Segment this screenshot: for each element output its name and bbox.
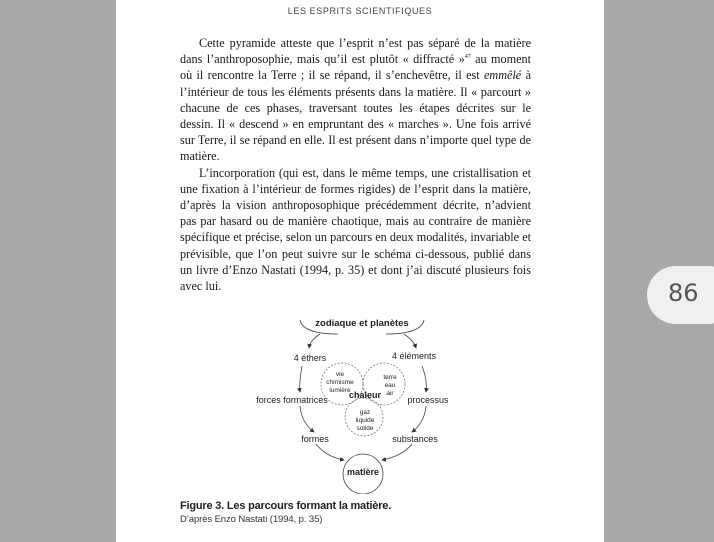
right-circle-eau: eau xyxy=(384,382,396,389)
paragraph-1-start: Cette pyramide atteste que l’esprit n’est pas séparé de la matière dans l’anthroposophie, mais qu’il est plutôt « diffracté » xyxy=(180,36,531,67)
right-circle-terre: terre xyxy=(383,374,397,381)
label-4-ethers: 4 éthers xyxy=(293,353,327,363)
arrow-forces-to-formes xyxy=(300,406,314,432)
arrow-top-to-4-elements xyxy=(404,334,416,348)
matter-pathways-diagram xyxy=(116,314,604,494)
book-page xyxy=(116,0,604,542)
paragraph-1-end: à l’intérieur de tous les éléments présents dans la matière. Il « parcourt » chacune de ces phases, traversant toutes les étapes décrites sur le dessin. Il « descend » en empruntant des « marches ». Une fois arrivé sur Terre, il se répand en elle. Il est présent dans n’importe quel type de matière. xyxy=(180,68,531,164)
label-processus: processus xyxy=(407,395,449,405)
caption-source: D’après Enzo Nastati (1994, p. 35) xyxy=(180,514,323,525)
bottom-circle-gaz: gaz xyxy=(359,409,371,416)
label-chaleur: chaleur xyxy=(348,390,382,400)
label-forces-formatrices: forces formatrices xyxy=(256,395,328,405)
emphasis-emmele: emmêlé xyxy=(484,68,522,83)
right-circle-air: air xyxy=(386,390,394,397)
running-header: LES ESPRITS SCIENTIFIQUES xyxy=(287,6,433,16)
page-number: 86 xyxy=(668,279,699,307)
left-circle-lumiere: lumière xyxy=(329,387,351,394)
paragraph-1-middle: au moment où il rencontre la Terre ; il se répand, il s’enchevêtre, il est xyxy=(180,52,531,83)
arrow-processus-to-substances xyxy=(412,406,426,432)
left-circle-vie: vie xyxy=(335,371,345,378)
label-4-elements: 4 éléments xyxy=(391,351,437,361)
label-matiere: matière xyxy=(346,467,380,477)
arrow-elements-to-processus xyxy=(422,366,426,392)
left-circle-chimisme: chimisme xyxy=(326,379,354,386)
body-text xyxy=(180,35,531,294)
paragraph-2: L’incorporation (qui est, dans le même temps, une cristallisation et une fixation à l’intérieur de formes rigides) de l’esprit dans la matière, d’après la vision anthroposophique précédemment décrite, n’advient pas par hasard ou de manière chaotique, mais au contraire de manière spécifique et précise, selon un parcours en deux modalités, invariable et prévisible, que l’on peut suivre sur le schéma ci-dessous, publié dans un livre d’Enzo Nastati (1994, p. 35) et dont j’ai discuté plusieurs fois avec lui. xyxy=(180,165,531,294)
paragraph-1 xyxy=(180,35,531,165)
arrow-formes-to-matiere xyxy=(316,444,344,460)
figure-caption xyxy=(180,500,531,525)
arrow-ethers-to-forces xyxy=(300,366,302,392)
caption-title: Figure 3. Les parcours formant la matière. xyxy=(180,500,392,512)
bottom-circle-solide: solide xyxy=(356,425,374,432)
bottom-circle-liquide: liquide xyxy=(355,417,375,424)
label-zodiaque: zodiaque et planètes xyxy=(315,318,409,329)
label-substances: substances xyxy=(392,434,438,444)
label-formes: formes xyxy=(301,434,329,444)
arrow-substances-to-matiere xyxy=(382,444,412,460)
arrow-top-to-4-ethers xyxy=(309,334,320,348)
footnote-ref-47[interactable]: 47 xyxy=(464,54,471,61)
